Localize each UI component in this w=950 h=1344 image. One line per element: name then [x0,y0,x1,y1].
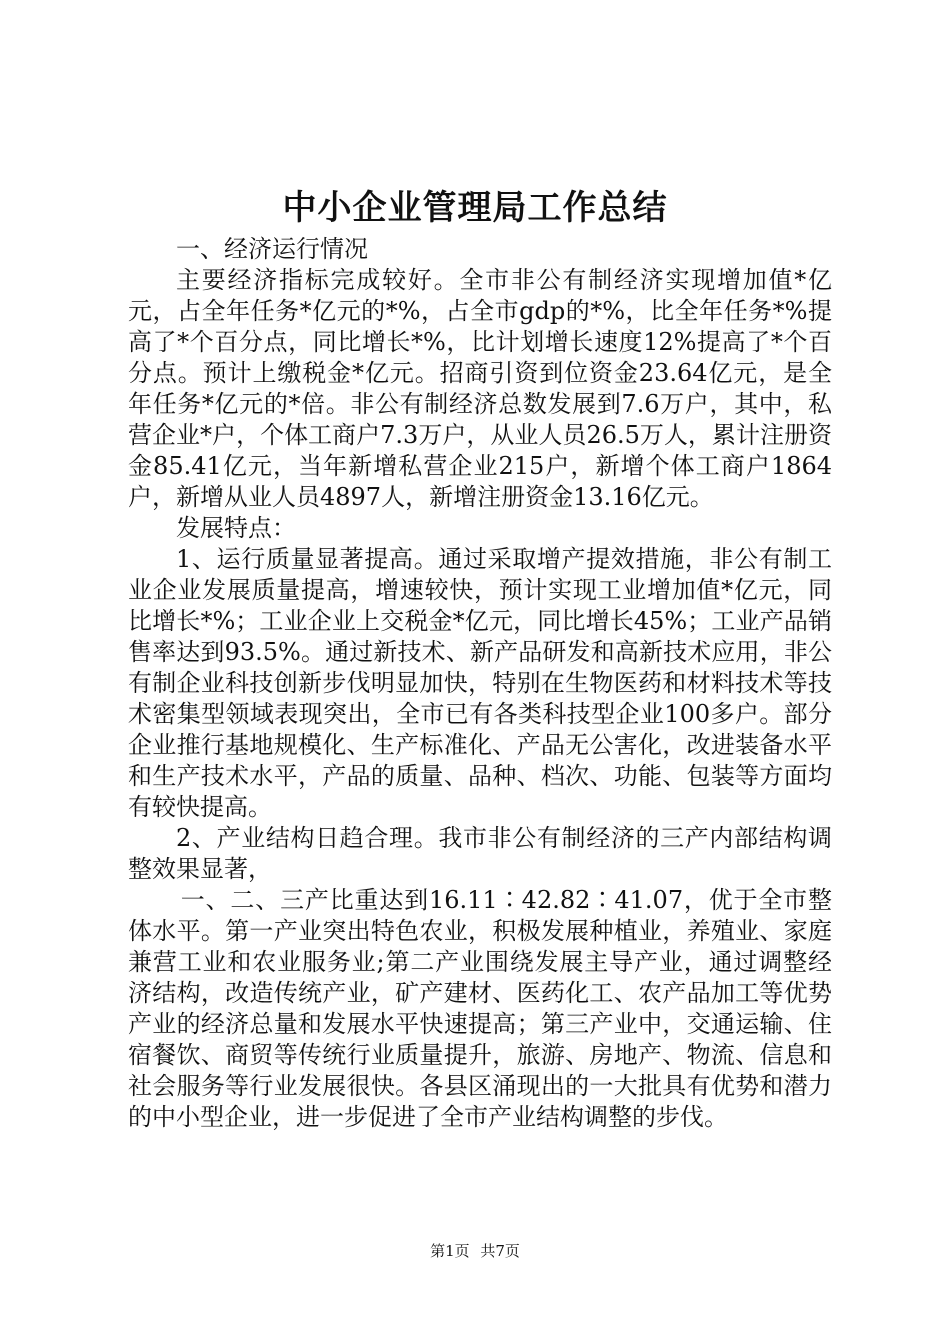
page-number: 第1页 [430,1242,470,1260]
document-body [128,234,832,1133]
page-footer [0,1240,950,1262]
page-total: 共7页 [480,1242,520,1260]
paragraph-economic-indicators: 主要经济指标完成较好。全市非公有制经济实现增加值*亿元，占全年任务*亿元的*%，占全市gdp的*%，比全年任务*%提高了*个百分点，同比增长*%，比计划增长速度12%提高了*个百分点。预计上缴税金*亿元。招商引资到位资金23.64亿元，是全年任务*亿元的*倍。非公有制经济总数发展到7.6万户，其中，私营企业*户，个体工商户7.3万户，从业人员26.5万人，累计注册资金85.41亿元，当年新增私营企业215户，新增个体工商户1864户，新增从业人员4897人，新增注册资金13.16亿元。 [128,266,832,511]
paragraph-industry-ratio: 一、二、三产比重达到16.11∶42.82∶41.07，优于全市整体水平。第一产业突出特色农业，积极发展种植业，养殖业、家庭兼营工业和农业服务业;第二产业围绕发展主导产业，通过调整经济结构，改造传统产业，矿产建材、医药化工、农产品加工等优势产业的经济总量和发展水平快速提高；第三产业中，交通运输、住宿餐饮、商贸等传统行业质量提升，旅游、房地产、物流、信息和社会服务等行业发展很快。各县区涌现出的一大批具有优势和潜力的中小型企业，进一步促进了全市产业结构调整的步伐。 [128,886,832,1131]
document-title: 中小企业管理局工作总结 [282,188,668,228]
paragraph-quality-improvement: 1、运行质量显著提高。通过采取增产提效措施，非公有制工业企业发展质量提高，增速较快，预计实现工业增加值*亿元，同比增长*%；工业企业上交税金*亿元，同比增长45%；工业产品销售率达到93.5%。通过新技术、新产品研发和高新技术应用，非公有制企业科技创新步伐明显加快，特别在生物医药和材料技术等技术密集型领域表现突出，全市已有各类科技型企业100多户。部分企业推行基地规模化、生产标准化、产品无公害化，改进装备水平和生产技术水平，产品的质量、品种、档次、功能、包装等方面均有较快提高。 [128,545,832,821]
section-heading: 一、经济运行情况 [176,235,368,263]
paragraph-features-heading: 发展特点： [176,514,296,542]
paragraph-industry-structure: 2、产业结构日趋合理。我市非公有制经济的三产内部结构调整效果显著， [128,824,832,883]
